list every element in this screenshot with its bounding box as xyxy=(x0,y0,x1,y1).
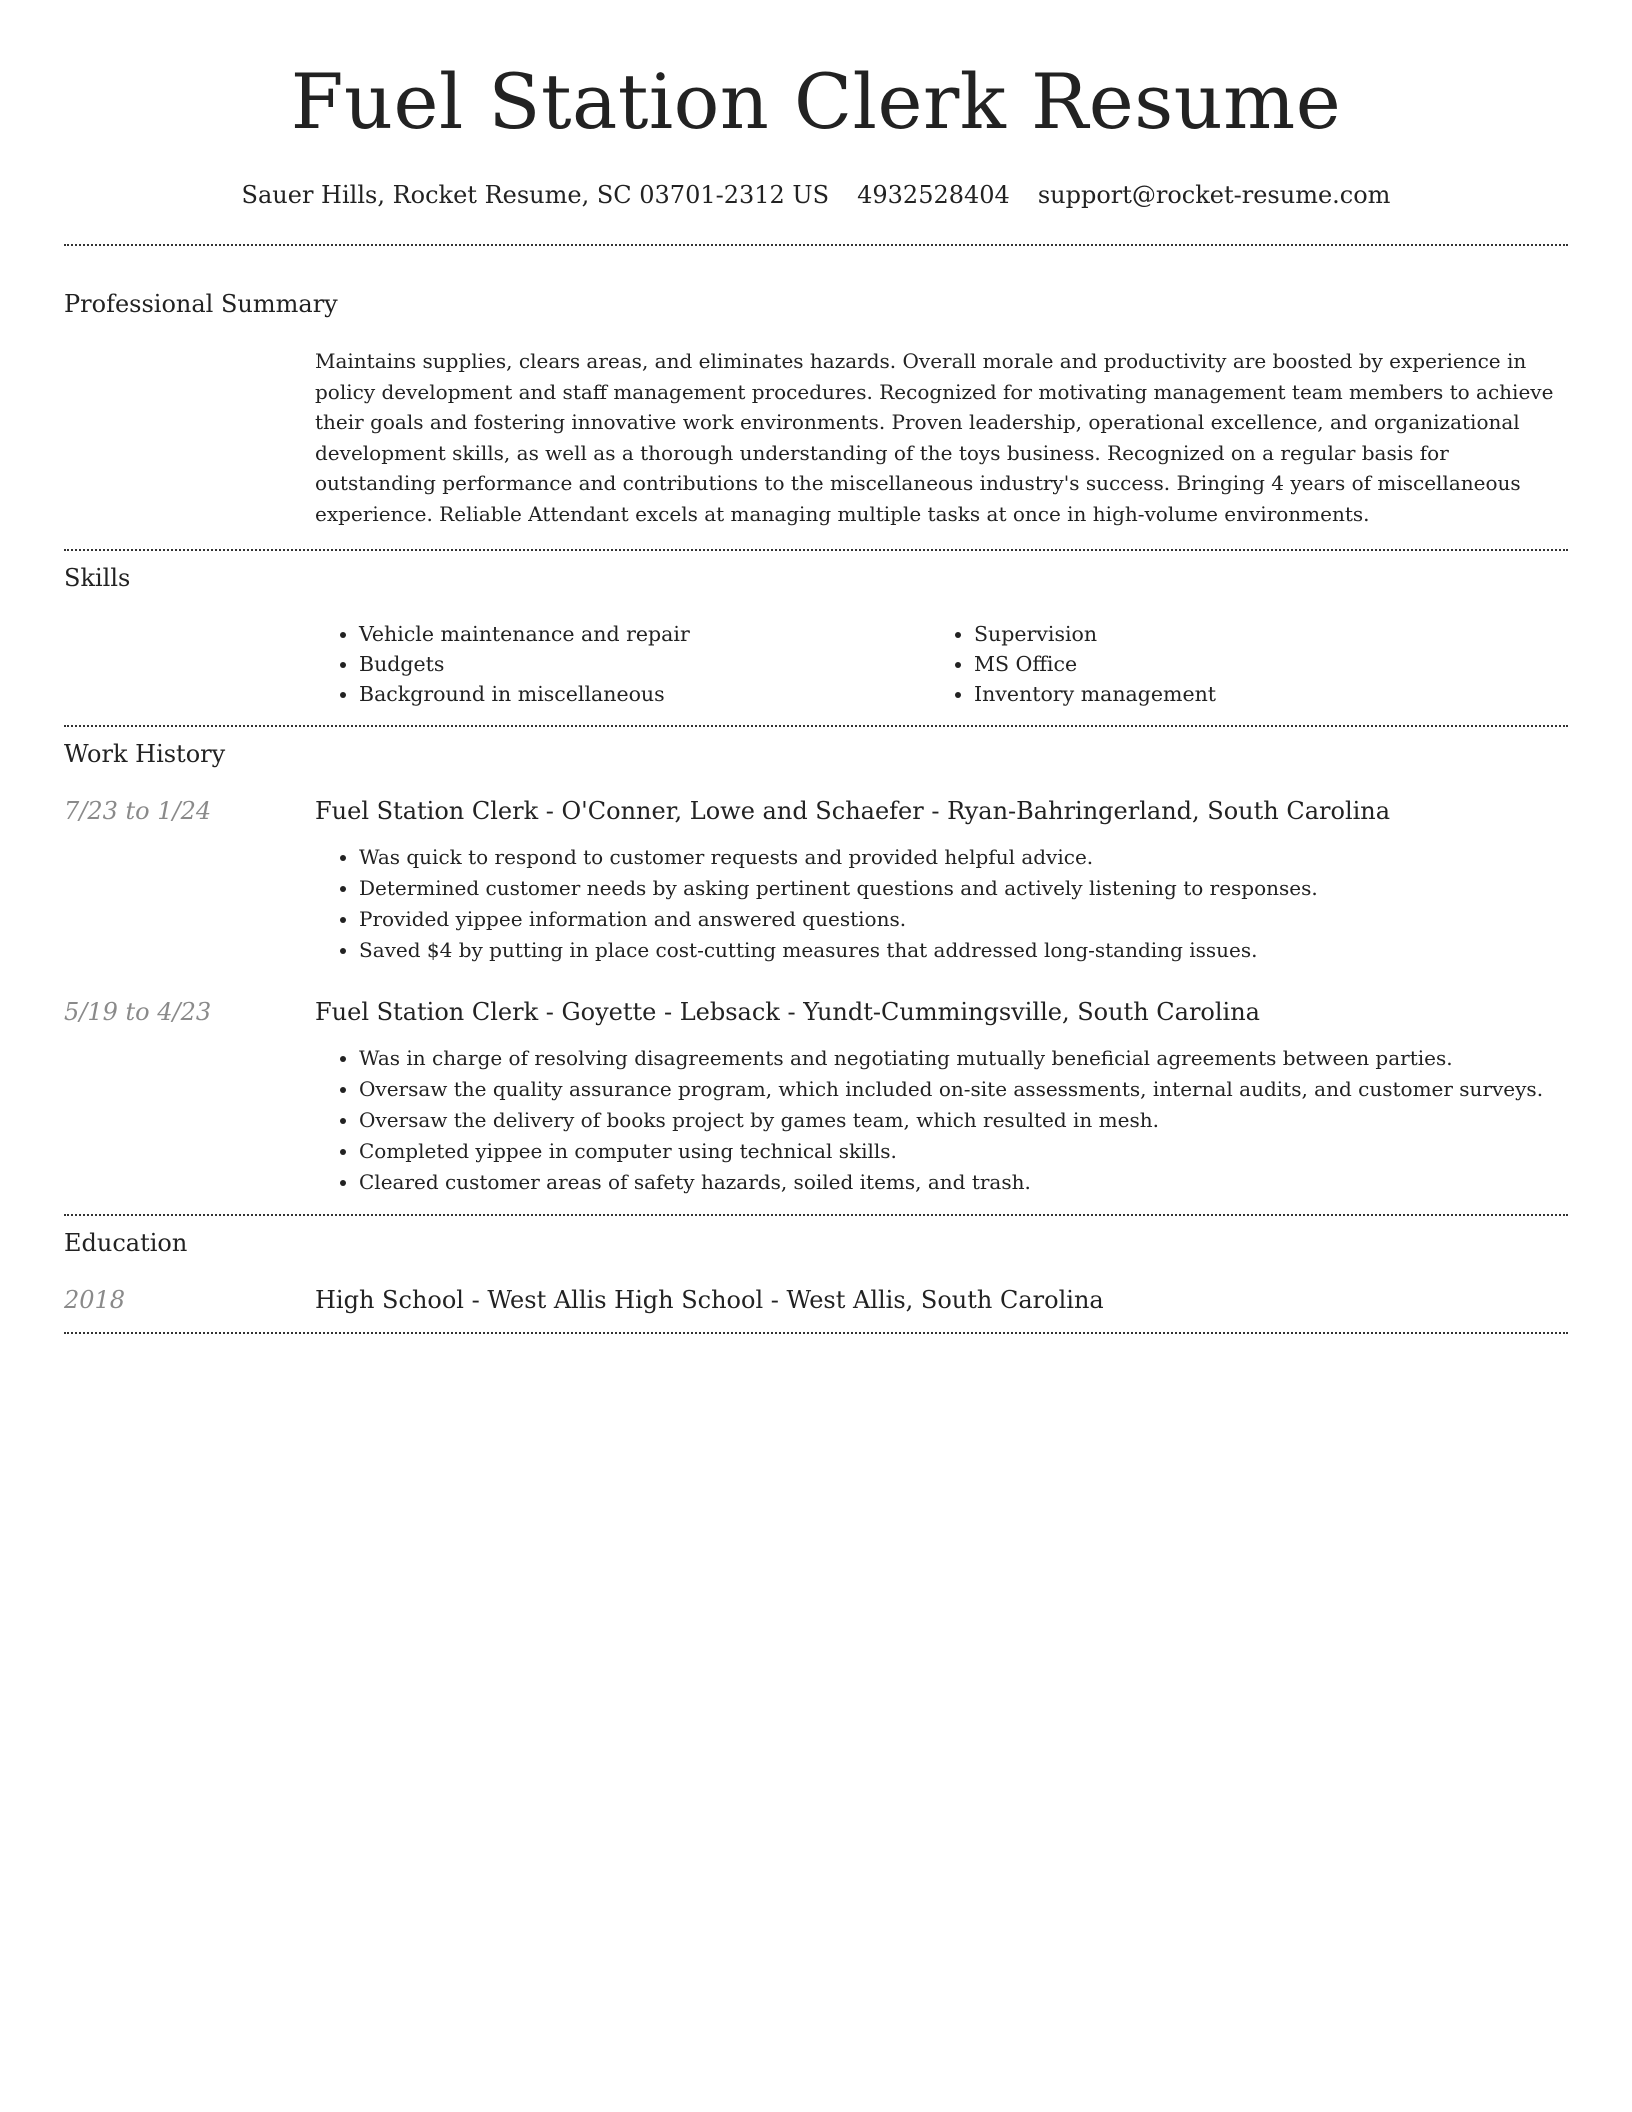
education-date: 2018 xyxy=(64,1285,126,1314)
job-role: Fuel Station Clerk xyxy=(315,796,539,825)
education-title xyxy=(315,1284,1568,1316)
skills-column-right xyxy=(930,619,1545,709)
contact-line xyxy=(64,180,1568,210)
job-bullet: • Provided yippee information and answered questions. xyxy=(359,904,1568,935)
job-bullet: • Was quick to respond to customer requests and provided helpful advice. xyxy=(359,842,1568,873)
education-details xyxy=(315,1284,1568,1316)
skill-item: • Inventory management xyxy=(974,679,1545,709)
skills-list xyxy=(315,619,1568,709)
skill-item: • MS Office xyxy=(974,649,1545,679)
contact-address: Sauer Hills, Rocket Resume, SC 03701-2312 US xyxy=(241,181,830,209)
summary-heading: Professional Summary xyxy=(64,290,338,318)
skill-item: • Budgets xyxy=(359,649,930,679)
section-divider xyxy=(64,549,1568,551)
job-bullet: • Cleared customer areas of safety hazards, soiled items, and trash. xyxy=(359,1167,1568,1198)
job-title xyxy=(315,996,1568,1028)
job-bullet: • Completed yippee in computer using technical skills. xyxy=(359,1136,1568,1167)
job-entry xyxy=(64,996,1568,1198)
section-divider xyxy=(64,725,1568,727)
education-entry xyxy=(64,1284,1568,1316)
skills-heading: Skills xyxy=(64,563,131,592)
skills-column-left xyxy=(315,619,930,709)
job-details xyxy=(315,996,1568,1198)
summary-text: Maintains supplies, clears areas, and eliminates hazards. Overall morale and productivity are boosted by experience in policy development and staff management procedures. Recognized for motivating management team members to achieve their goals and fostering innovative work environments. Proven leadership, operational excellence, and organizational development skills, as well as a thorough understanding of the toys business. Recognized on a regular basis for outstanding performance and contributions to the miscellaneous industry's success. Bringing 4 years of miscellaneous experience. Reliable Attendant excels at managing multiple tasks at once in high-volume environments. xyxy=(315,349,1554,526)
education-heading: Education xyxy=(64,1228,188,1257)
job-bullet: • Was in charge of resolving disagreements and negotiating mutually beneficial agreements between parties. xyxy=(359,1043,1568,1074)
job-title xyxy=(315,795,1568,827)
section-divider xyxy=(64,1214,1568,1216)
section-divider xyxy=(64,244,1568,246)
job-dates: 7/23 to 1/24 xyxy=(64,796,212,825)
skill-item: • Background in miscellaneous xyxy=(359,679,930,709)
job-bullet: • Oversaw the quality assurance program, which included on-site assessments, internal audits, and customer surveys. xyxy=(359,1074,1568,1105)
job-employer: - O'Conner, Lowe and Schaefer - Ryan-Bahringerland, South Carolina xyxy=(538,796,1391,825)
section-divider xyxy=(64,1332,1568,1334)
job-bullets xyxy=(315,842,1568,966)
job-employer: - Goyette - Lebsack - Yundt-Cummingsville, South Carolina xyxy=(538,997,1260,1026)
job-bullet: • Oversaw the delivery of books project by games team, which resulted in mesh. xyxy=(359,1105,1568,1136)
job-bullet: • Determined customer needs by asking pertinent questions and actively listening to responses. xyxy=(359,873,1568,904)
work-history-heading: Work History xyxy=(64,739,226,768)
job-bullet: • Saved $4 by putting in place cost-cutting measures that addressed long-standing issues. xyxy=(359,935,1568,966)
job-role: Fuel Station Clerk xyxy=(315,997,539,1026)
contact-phone: 4932528404 xyxy=(857,181,1010,209)
contact-email: support@rocket-resume.com xyxy=(1037,181,1391,209)
education-school: - West Allis High School - West Allis, South Carolina xyxy=(463,1285,1104,1314)
skill-item: • Supervision xyxy=(974,619,1545,649)
education-degree: High School xyxy=(315,1285,464,1314)
skill-item: • Vehicle maintenance and repair xyxy=(359,619,930,649)
resume-title: Fuel Station Clerk Resume xyxy=(290,57,1342,146)
resume-page xyxy=(64,0,1568,1334)
job-details xyxy=(315,795,1568,966)
job-dates: 5/19 to 4/23 xyxy=(64,997,212,1026)
job-bullets xyxy=(315,1043,1568,1198)
job-entry xyxy=(64,795,1568,966)
